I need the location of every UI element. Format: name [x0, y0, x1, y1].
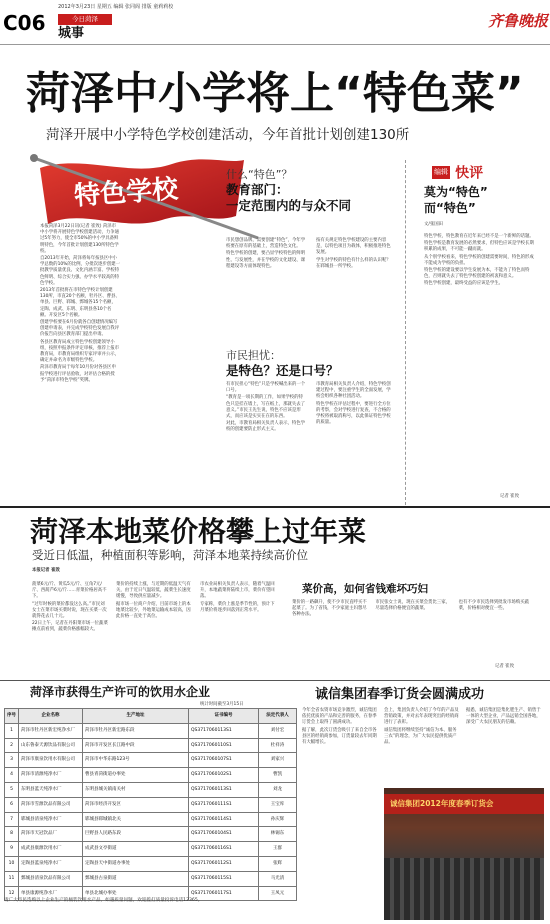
commentary-tag-title: 快评: [455, 165, 484, 182]
table-row: [5, 842, 297, 857]
table-cell: 6: [5, 797, 19, 812]
paragraph: 对此，市教育局相关负责人表示，特色学校的创建要防止形式主义。: [226, 421, 306, 433]
table-cell: 曹县青菏街道办事处: [83, 768, 189, 783]
commentary-title-line: 而“特色”: [424, 201, 476, 215]
paragraph: 学生对学校的特色有什么样的认识呢？在郓城县一所学校。: [316, 257, 391, 269]
subtitle-2: 受近日低温，种植面积等影响，菏泽本地菜持续高价位: [32, 548, 308, 562]
page-code: C06: [3, 4, 49, 42]
paragraph: 市民想创品牌，需要创建“特色”，今年学校要在原有的基础上，营造特色文化。: [226, 238, 306, 250]
paragraph: 今年全省农资市场竞争激烈，诚信集团依托优质的产品和完善的服务，在春季订货会上取得了圆满成功。: [302, 708, 377, 726]
photo-crowd: [384, 858, 544, 920]
section-tag: 今日菏泽: [58, 14, 112, 25]
table-row: [5, 797, 297, 812]
headline-2: 菏泽本地菜价格攀上过年菜: [30, 515, 367, 548]
paragraph: 菜价的一路飙升，使不少市民直呼买不起菜了。为了省钱，不少家庭主妇想尽各种办法。: [292, 600, 367, 618]
table-row: [5, 723, 297, 738]
table-cell: QS3717060104S1: [189, 827, 259, 842]
flag-text: 特色学校: [73, 174, 180, 212]
water-companies-table: [4, 708, 297, 901]
section-divider: [0, 680, 550, 681]
table-cell: 单县北城办事处: [83, 886, 189, 901]
table-footnote: 请广大市民选购以上企业生产的桶装饮用水产品，如遇质量问题，欢迎拨打质量投诉电话12365。: [4, 898, 203, 903]
table-cell: 7: [5, 812, 19, 827]
brand-logo: 齐鲁晚报: [488, 12, 549, 30]
paragraph: 也有不少市民选择到批发市场购买蔬菜，价格相对便宜一些。: [458, 600, 529, 612]
table-cell: 8: [5, 827, 19, 842]
paragraph: 特色学校是教育发展的必然要求，但特色应该是学校长期积累的成果，不可能一蹴而就。: [424, 241, 534, 253]
table-cell: 杜祥涛: [259, 738, 297, 753]
table-cell: QS3717060117S1: [189, 886, 259, 901]
paragraph: 诚信集团将继续坚持“诚信为本、服务三农”的理念，为广大农民提供优质产品。: [384, 727, 457, 746]
paragraph: “教育是一项长期的工作，如果学校的特色只是挂在墙上，写在纸上，那就失去了意义。”市民王先生说，特色不应该是形式，而应该是实实在在的东西。: [226, 395, 306, 420]
page-header: [0, 0, 550, 44]
commentary-body: [424, 234, 534, 289]
paragraph: 按有关规定特色学校建设的主要内容是，以特色项目为载体，积极推进特色发展。: [316, 238, 391, 256]
article2-col2: [116, 582, 192, 621]
date-line: 2012年3月23日 星期五 编辑 张同阁 排版 童莉莉校: [58, 4, 174, 10]
commentary-tag-label: 编辑: [432, 166, 450, 179]
article3-col2: [384, 708, 460, 747]
sidebar-box-vegetables: [290, 580, 538, 674]
table-cell: 刘龙: [259, 782, 297, 797]
table-row: [5, 768, 297, 783]
article1-col1: [40, 224, 120, 385]
paragraph: 特色学校创建，最终受益的应该是学生。: [424, 281, 504, 287]
table-row: [5, 812, 297, 827]
section-name: 城事: [58, 26, 85, 41]
table-cell: 王宝库: [259, 797, 297, 812]
table-cell: 4: [5, 768, 19, 783]
article3-title: 诚信集团春季订货会圆满成功: [315, 687, 485, 702]
commentary-tag: [432, 162, 484, 182]
table-body: [5, 723, 297, 901]
table-cell: QS3717060112S1: [189, 856, 259, 871]
commentary-author: 文/张国田: [424, 222, 444, 227]
article1-col3-top: [316, 238, 394, 271]
table-header-row: [5, 709, 297, 724]
deck-line: 一定范围内的与众不同: [226, 198, 352, 213]
table-cell: 10: [5, 856, 19, 871]
paragraph: 市教育局相关负责人介绍，特色学校创建过程中，要注重学生的全面发展，学校会组织各种社团活动。: [316, 382, 391, 400]
table-cell: QS3717060111S1: [189, 797, 259, 812]
paragraph: 会上，集团负责人介绍了今年的产品及营销政策，并对去年表现突出的经销商进行了表彰。: [384, 708, 459, 726]
table-cell: 成武县文亭街道: [83, 842, 189, 857]
table-cell: 菏泽市中华东路123号: [83, 753, 189, 768]
paragraph: 各县区教育局成立特色学校创建领导小组，按照申报条件评定审核，推荐上报市教育局，市教育局组织专家评审并公示，确定并命名为市级特色学校。: [40, 339, 120, 364]
table-row: [5, 871, 297, 886]
byline-2: 本报记者 崔致: [32, 568, 60, 573]
table-cell: 郓城县清泉纯净水厂: [19, 812, 83, 827]
paragraph: 据悉，诚信集团是集化肥生产、销售于一体的大型企业，产品远销全国各地，深受广大农民朋友的信赖。: [466, 708, 541, 726]
table-row: [5, 782, 297, 797]
column-header: 序号: [5, 709, 19, 724]
subtitle-1: 菏泽开展中小学特色学校创建活动，今年首批计划创建130所: [46, 127, 410, 143]
table-cell: 1: [5, 723, 19, 738]
table-cell: 菏泽市牡丹区新宏路东段: [83, 723, 189, 738]
paragraph: 据市场一位商户介绍，目前市场上的本地菜比较少，外地菜运输成本较高，因此价格一直处于高位。: [116, 601, 191, 620]
table-cell: QS3717060116S1: [189, 842, 259, 857]
table-cell: 菏泽市经济开发区: [83, 797, 189, 812]
table-cell: QS3717060113S1: [189, 782, 259, 797]
table-cell: 张辉: [259, 856, 297, 871]
commentary-reporter: 记者 崔致: [500, 494, 519, 499]
article3-col1: [302, 708, 378, 747]
table-cell: 刘付宏: [259, 723, 297, 738]
table-cell: 定陶县天中街道办事处: [83, 856, 189, 871]
article3-col3: [466, 708, 542, 728]
article1-col2-top: [226, 238, 306, 271]
paragraph: 22日上午，记者在丹阳菜市场一位蔬菜摊点前看到，蔬菜价格涨幅较大。: [32, 621, 108, 633]
table-cell: 菏泽市清源纯净水厂: [19, 768, 83, 783]
table-cell: 王凤元: [259, 886, 297, 901]
paragraph: 菏泽市教育局于每年10月份对各县区申报学校进行评估验收，对评估合格的授予“菏泽市特色学校”奖牌。: [40, 365, 116, 383]
paragraph: 特色学校在评估过程中，要进行全方位的考察，会对学校进行复查，不合格的学校将被取消称号，以此保证特色学校的质量。: [316, 401, 391, 426]
paragraph: 市农业局相关负责人表示，随着气温回升，本地蔬菜将陆续上市，菜价有望回落。: [200, 582, 275, 600]
table-cell: QS3717060115S1: [189, 871, 259, 886]
deck-line: 教育部门：: [226, 182, 289, 197]
table-cell: 成武县康源饮用水厂: [19, 842, 83, 857]
table-cell: 东明县城关镇南关村: [83, 782, 189, 797]
paragraph: 特色学校的创建，要凸显学校特色的鲜明性、与发展性，并在学校的文化建设、课程建设等方面体现特色。: [226, 251, 306, 269]
photo-caption: 诚信集团2012年度春季订货会: [390, 799, 494, 808]
table-row: [5, 856, 297, 871]
table-cell: 郓城县郓城镇北关: [83, 812, 189, 827]
table-cell: 刘家兴: [259, 753, 297, 768]
paragraph: 有市民担心“特色”只是学校喊出来的一个口号。: [226, 382, 306, 394]
paragraph: 本报菏泽3月22日讯(记者 崔致) 菏泽市中小学将开展特色学校创建活动，力争通过5年努力，使全市50%的中小学具备鲜明特色，今年首批计划创建130所特色学校。: [40, 224, 120, 254]
table-cell: QS3717060102S1: [189, 768, 259, 783]
event-photo: [384, 788, 544, 920]
table-cell: 2: [5, 738, 19, 753]
table-note: 统计时间截至3月15日: [200, 702, 244, 707]
deck-line: 是特色？还是口号？: [226, 363, 339, 378]
table-cell: 孙庆辉: [259, 812, 297, 827]
table-cell: 3: [5, 753, 19, 768]
article2-col1: [32, 582, 108, 635]
headline-1: 菏泽中小学将上“特色菜”: [26, 68, 524, 119]
box-body: [292, 600, 536, 619]
commentary-sidebar: [405, 160, 548, 505]
table-row: [5, 827, 297, 842]
paragraph: 专家称，菜价上涨是季节性的，预计下月菜价将逐步回落到正常水平。: [200, 601, 275, 613]
article2-col3: [200, 582, 278, 615]
paragraph: 特色学校的建设要以学生发展为本，不能为了特色而特色，否则就失去了特色学校创建的初衷和意义。: [424, 268, 530, 280]
table-cell: 单县康源纯净水厂: [19, 886, 83, 901]
table-cell: 山东鲁泰天源饮品有限公司: [19, 738, 83, 753]
table-cell: 东明县蓝天纯净水厂: [19, 782, 83, 797]
table-row: [5, 738, 297, 753]
table-cell: QS3717060114S1: [189, 812, 259, 827]
paragraph: 自2013年开始，菏泽将每年按县区中小学总数的10%的比例，分批次逐步创建一批教学质量优良、文化内涵丰富、学校特色鲜明、综合实力强、办学水平较高的特色学校。: [40, 256, 121, 286]
table-title: 菏泽市获得生产许可的饮用水企业: [30, 685, 211, 699]
paragraph: 2013年首批将在市特色学校计划创建130所，市直20个名额，牡丹区、曹县、单县、巨野、郓城、鄄城各15个名额，定陶、成武、东明、东明县各10个名额。开发区5个名额。: [40, 288, 120, 318]
table-cell: 菏泽市天冠饮品厂: [19, 827, 83, 842]
column-header: 证书编号: [189, 709, 259, 724]
table-cell: 王群: [259, 842, 297, 857]
deck-2: [226, 348, 396, 379]
paragraph: “过年时候的菜价都没这么高。”市民刘女士在菜市场买菜时说，现在买菜一次就得花去几十元。: [32, 601, 107, 620]
table-cell: 11: [5, 871, 19, 886]
table-cell: QS3717060110S1: [189, 738, 259, 753]
table-cell: 曹凯: [259, 768, 297, 783]
deck-1: [226, 168, 426, 214]
table-cell: 鄄城县清泉饮品有限公司: [19, 871, 83, 886]
section-divider: [0, 506, 550, 508]
table-cell: 菏泽市康泉饮用水有限公司: [19, 753, 83, 768]
paragraph: 市民张女士说，现在买菜会货比三家，尽量选择价格便宜的蔬菜。: [375, 600, 450, 612]
commentary-title-line: 莫为“特色”: [424, 185, 488, 199]
paragraph: 据了解，此次订货会吸引了来自全市各县区的经销商参加，订货量较去年同期有大幅增长。: [302, 727, 377, 746]
table-cell: 12: [5, 886, 19, 901]
box-title: 菜价高，如何省钱难坏巧妇: [302, 583, 428, 595]
deck-question: 市民担忧：: [226, 349, 281, 362]
paragraph: 从个别学校看来，特色学校的创建需要时间，特色的形成不能成为学校的负担。: [424, 254, 534, 266]
table-cell: 马光清: [259, 871, 297, 886]
column-header: 企业名称: [19, 709, 83, 724]
table-cell: 9: [5, 842, 19, 857]
article1-col3-bottom: [316, 382, 394, 427]
table-cell: 鄄城县古泉街道: [83, 871, 189, 886]
table-cell: 定陶县蓝泉纯净水厂: [19, 856, 83, 871]
box-reporter: 记者 崔致: [495, 664, 514, 669]
table-cell: QS3717060113S1: [189, 723, 259, 738]
paragraph: 特色学校，特色教育在近年来已经不是一个新鲜的话题。: [424, 234, 534, 239]
column-header: 生产地址: [83, 709, 189, 724]
table-cell: 巨野县人民路东段: [83, 827, 189, 842]
table-cell: 菏泽市牡丹区新宏纯净水厂: [19, 723, 83, 738]
paragraph: 创建学校要在6月份就各自创建情况编写创建申请表，并完成学校特色发展自我评价报告向县区教育部门提出申请。: [40, 320, 120, 338]
table-cell: 林锡东: [259, 827, 297, 842]
header-rule: [0, 44, 550, 45]
table-row: [5, 753, 297, 768]
deck-question: 什么“特色”？: [226, 168, 293, 181]
paragraph: 菜价的持续上涨，与近期的低温天气有关，由于近日气温较低，蔬菜生长速度缓慢，导致供应量减少。: [116, 582, 191, 600]
article1-col2-bottom: [226, 382, 306, 435]
column-header: 法定代表人: [259, 709, 297, 724]
table-cell: 菏泽市开发区长江路中段: [83, 738, 189, 753]
paragraph: 菠菜6元/斤、黄瓜5元/斤、豆角7元/斤、西葫芦6元/斤……青菜价格居高不下。: [32, 582, 107, 600]
commentary-title: [424, 184, 544, 216]
table-cell: 菏泽市雪源饮品有限公司: [19, 797, 83, 812]
table-cell: QS3717060107S1: [189, 753, 259, 768]
table-cell: 5: [5, 782, 19, 797]
